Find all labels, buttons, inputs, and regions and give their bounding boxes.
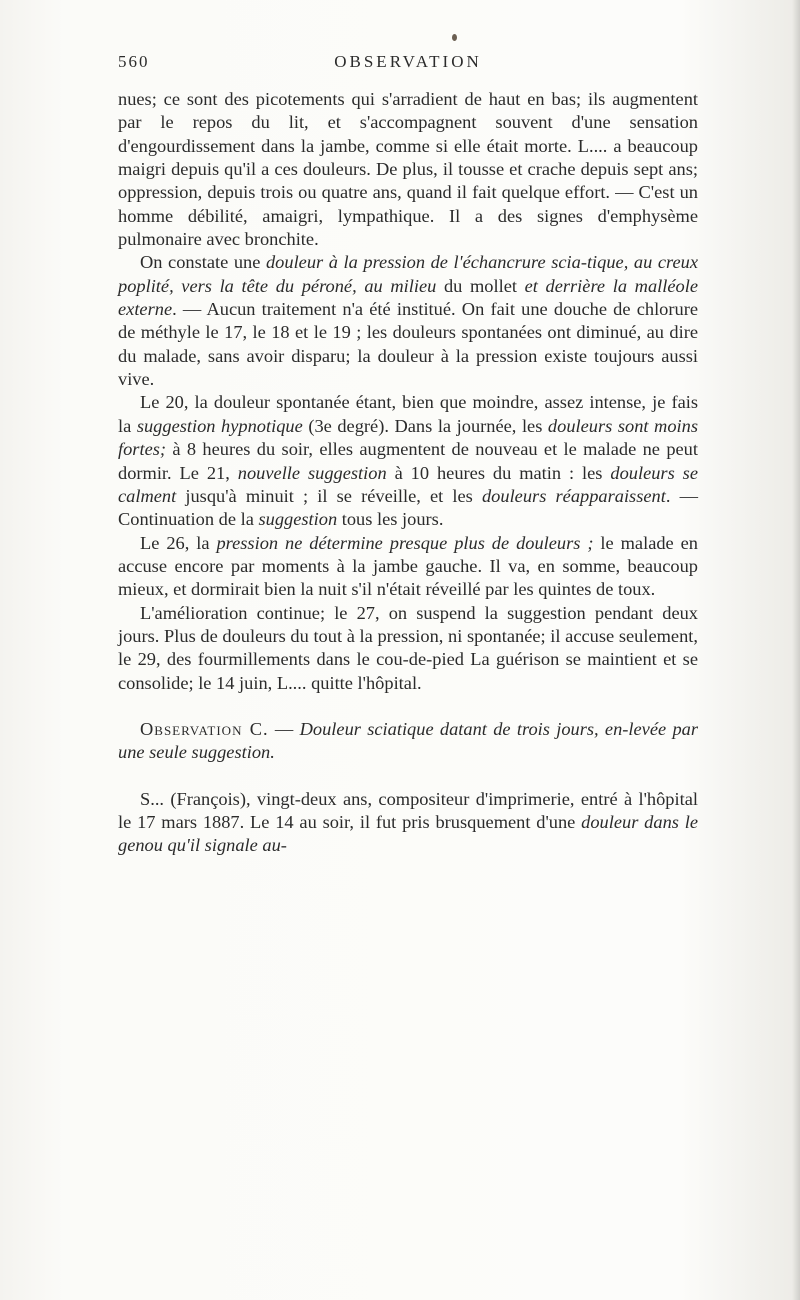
text-run: jusqu'à minuit ; il se réveille, et les bbox=[176, 485, 482, 506]
emphasis: douleur à la pression de l'échancrure scia-tique, au creux poplité, vers la tête du péroné, au milieu bbox=[118, 252, 698, 296]
emphasis: douleurs sont moins fortes; bbox=[118, 415, 698, 460]
text-run: . — Continuation de la bbox=[118, 485, 698, 530]
emphasis: douleur dans le genou qu'il signale au- bbox=[118, 811, 698, 856]
emphasis: nouvelle suggestion bbox=[237, 462, 387, 483]
page-header bbox=[118, 52, 698, 78]
dash: — bbox=[268, 718, 300, 739]
text-run: On constate une bbox=[140, 252, 266, 273]
text-run: (3e degré). Dans la journée, les bbox=[302, 415, 548, 436]
text-run: . — Aucun traitement n'a été institué. On fait une douche de chlorure de méthyle le 17, le 18 et le 19 ; les douleurs spontanées ont diminué, au dire du malade, sans avoir disparu; la douleur à la pression existe toujours aussi vive. bbox=[118, 299, 698, 390]
running-head: OBSERVATION bbox=[334, 52, 482, 71]
text-run: Le 26, la bbox=[140, 532, 217, 553]
text-run: Le 20, la douleur spontanée étant, bien que moindre, assez intense, je fais la bbox=[118, 392, 698, 436]
text-run: tous les jours. bbox=[337, 509, 444, 530]
emphasis: suggestion hypnotique bbox=[136, 415, 303, 436]
body-text bbox=[118, 88, 698, 858]
text-run: à 8 heures du soir, elles augmentent de nouveau et le malade ne peut dormir. Le 21, bbox=[118, 439, 698, 483]
text-run: S... (François), vingt-deux ans, compositeur d'imprimerie, entré à l'hôpital le 17 mars 1887. Le 14 au soir, il fut pris brusquement d'une bbox=[118, 788, 698, 832]
observation-heading bbox=[118, 718, 698, 765]
paragraph-3 bbox=[118, 391, 698, 531]
paragraph-5: L'amélioration continue; le 27, on suspend la suggestion pendant deux jours. Plus de douleurs du tout à la pression, ni spontanée; il accuse seulement, le 29, des fourmillements dans le cou-de-pied La guérison se maintient et se consolide; le 14 juin, L.... quitte l'hôpital. bbox=[118, 602, 698, 693]
text-run: le malade en accuse encore par moments à la jambe gauche. Il va, en somme, beaucoup mieux, et dormirait bien la nuit s'il n'était réveillé par les quintes de toux. bbox=[118, 532, 698, 600]
emphasis: douleurs réapparaissent bbox=[481, 485, 666, 506]
text-run: du mollet bbox=[436, 275, 525, 296]
observation-label: Observation C. bbox=[140, 718, 269, 739]
emphasis: suggestion bbox=[258, 509, 338, 530]
page-edge-shadow bbox=[792, 0, 800, 1300]
emphasis: pression ne détermine presque plus de douleurs ; bbox=[216, 532, 594, 553]
page-number: 560 bbox=[118, 52, 150, 71]
paragraph-4 bbox=[118, 532, 698, 602]
observation-title: Douleur sciatique datant de trois jours, en-levée par une seule suggestion. bbox=[118, 718, 699, 763]
text-run: à 10 heures du matin : les bbox=[386, 462, 611, 483]
paragraph-6 bbox=[118, 788, 698, 858]
emphasis: et derrière la malléole externe bbox=[118, 275, 698, 320]
ink-spot bbox=[452, 34, 457, 41]
paragraph-2 bbox=[118, 251, 698, 391]
emphasis: douleurs se calment bbox=[118, 462, 698, 506]
paragraph-1: nues; ce sont des picotements qui s'arradient de haut en bas; ils augmentent par le repos du lit, et s'accompagnent souvent d'une sensation d'engourdissement dans la jambe, comme si elle était morte. L.... a beaucoup maigri depuis qu'il a ces douleurs. De plus, il tousse et crache depuis sept ans; oppression, depuis trois ou quatre ans, quand il fait quelque effort. — C'est un homme débilité, amaigri, lympathique. Il a des signes d'emphysème pulmonaire avec bronchite. bbox=[118, 89, 698, 250]
